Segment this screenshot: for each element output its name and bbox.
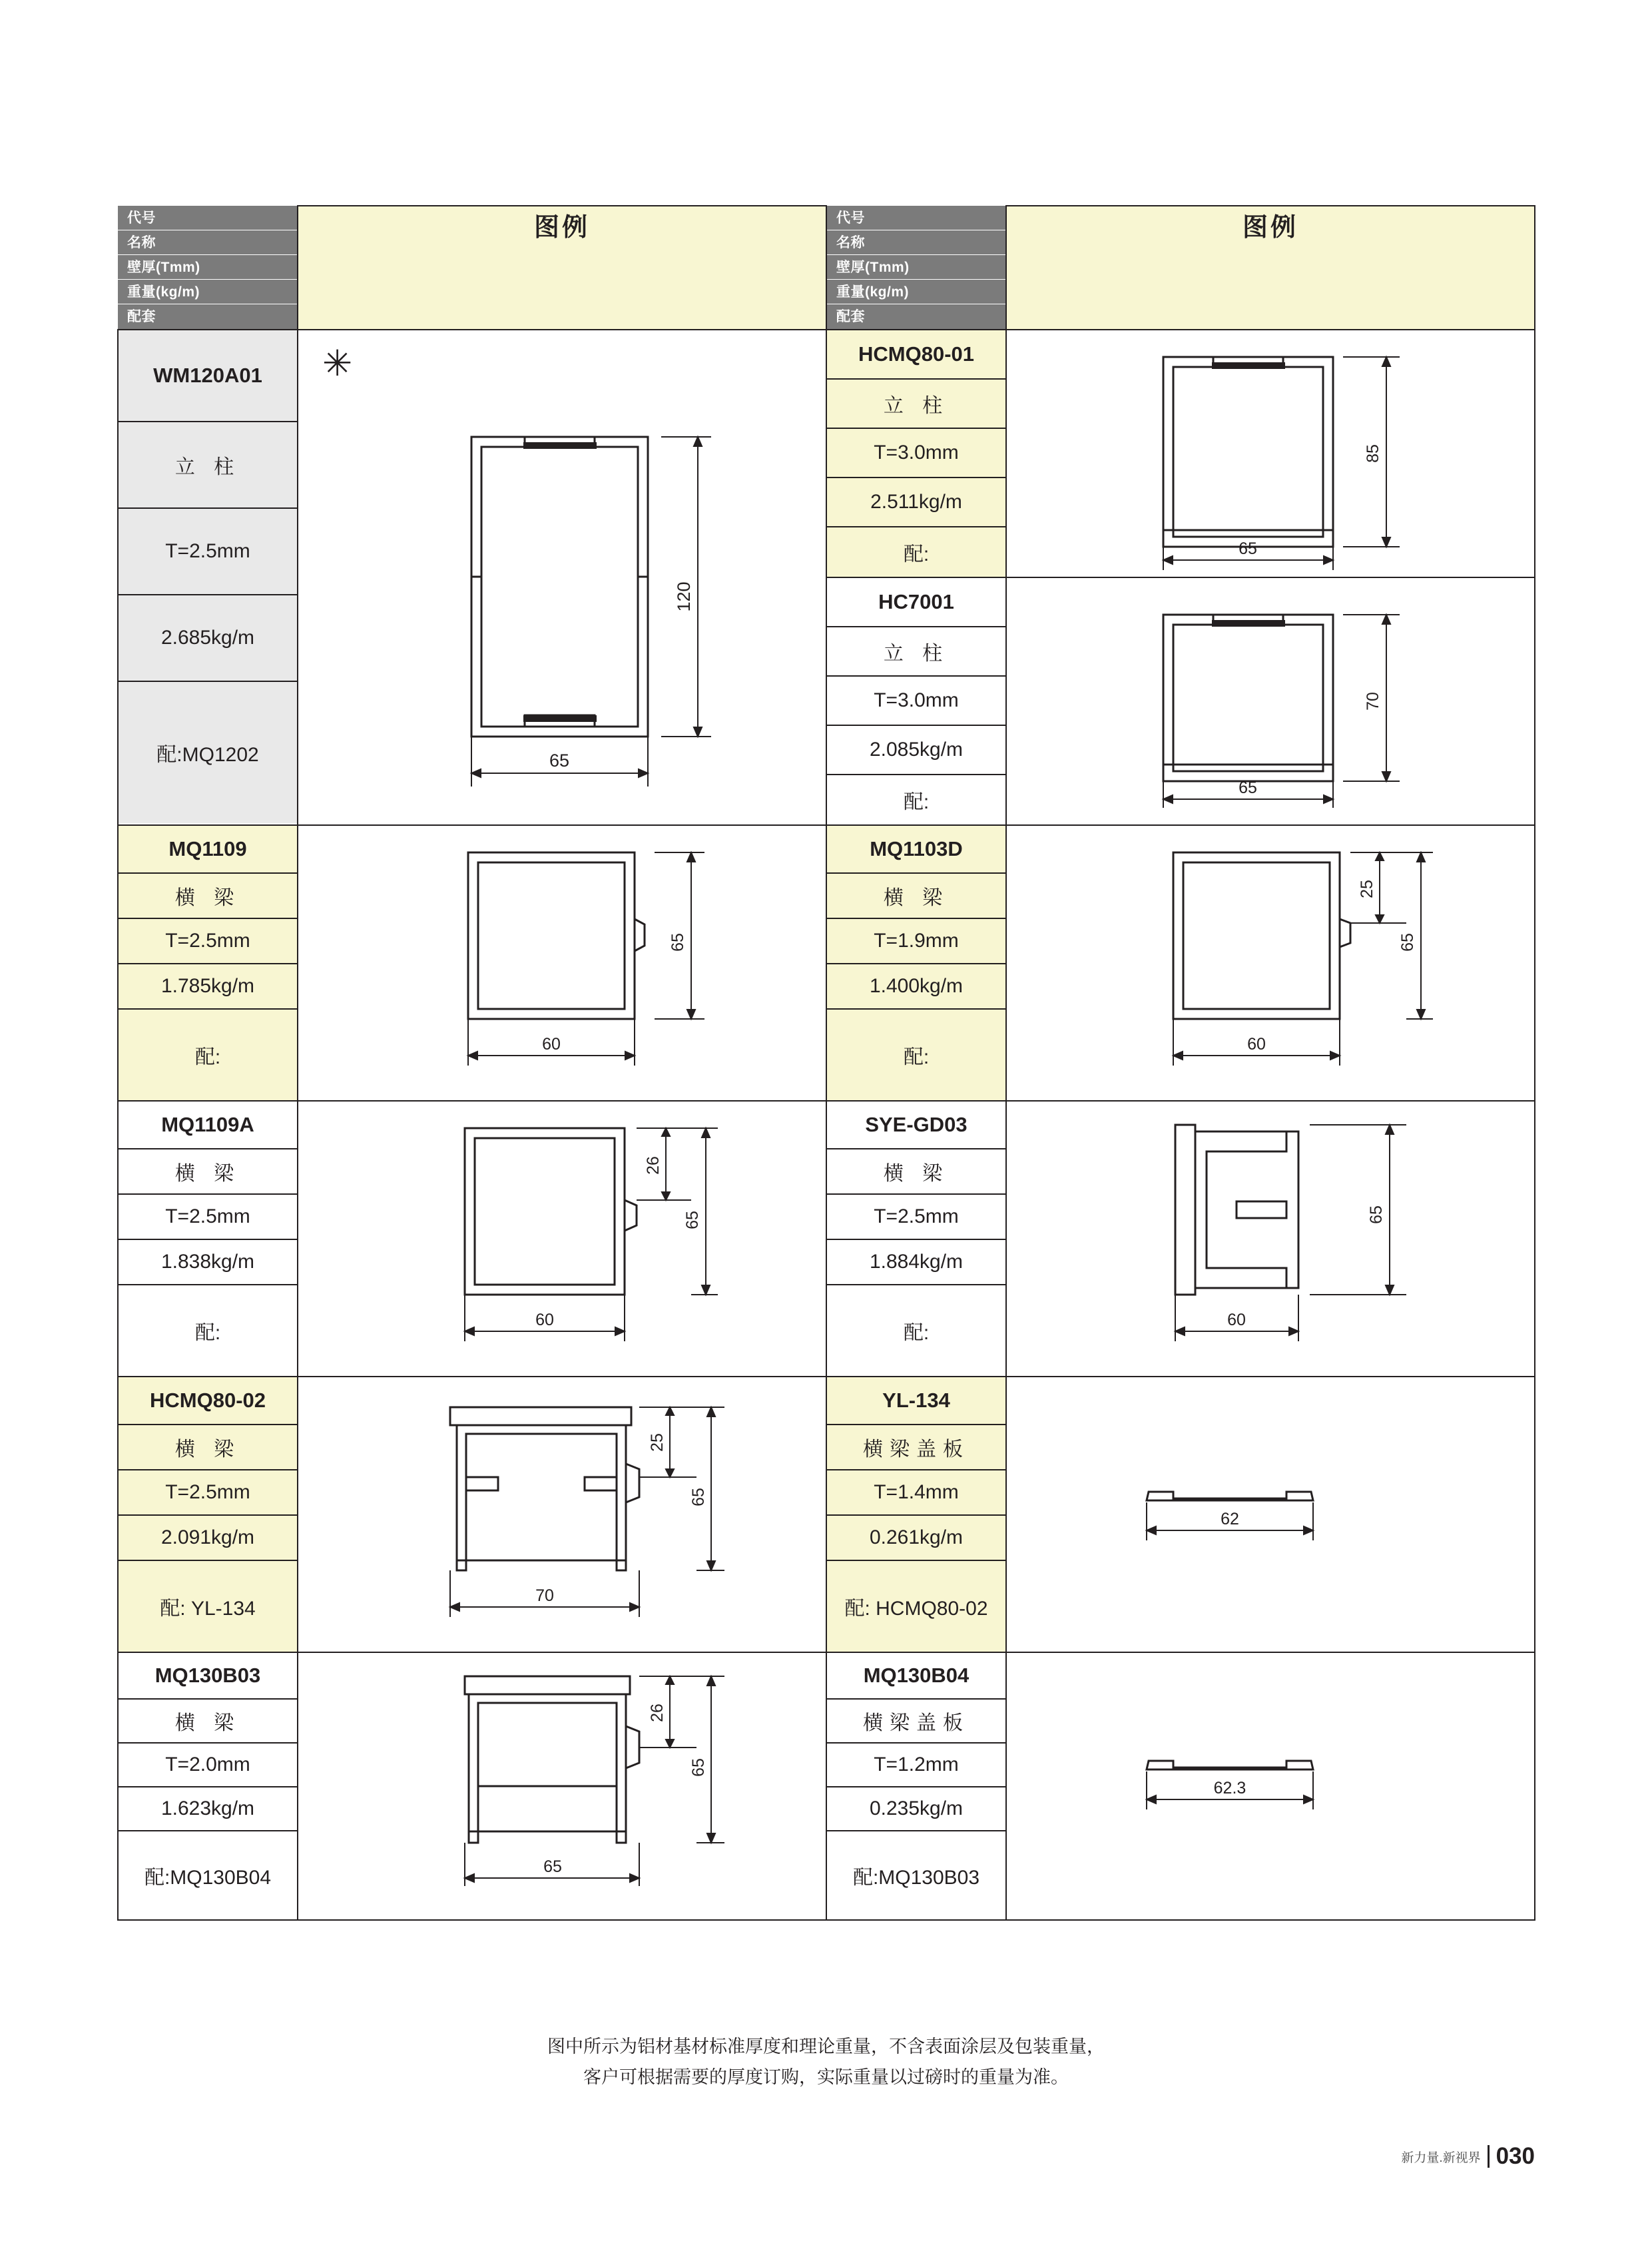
product-name: 横 梁 — [119, 874, 297, 919]
product-name: 横 梁 — [827, 1149, 1005, 1195]
figure-mq130b04 — [1006, 1652, 1535, 1920]
dimension-height: 120 — [674, 581, 694, 612]
dimension-width: 60 — [1247, 1035, 1266, 1054]
product-cell-sye-gd03 — [826, 1101, 1006, 1377]
product-code: HCMQ80-02 — [119, 1377, 297, 1425]
dimension-height: 85 — [1364, 444, 1382, 463]
product-pair: 配:MQ130B03 — [827, 1831, 1005, 1919]
dimension-height: 65 — [689, 1488, 708, 1506]
figure-hcmq80-01 — [1006, 330, 1535, 577]
product-pair: 配: — [827, 775, 1005, 824]
table-row — [118, 1101, 1535, 1377]
profile-catalog-table — [117, 205, 1535, 1921]
figure-mq1109 — [298, 825, 826, 1101]
table-header-row — [118, 206, 1535, 330]
dimension-width: 62 — [1221, 1510, 1239, 1528]
table-row — [118, 1652, 1535, 1920]
dimension-height: 70 — [1364, 692, 1382, 711]
product-cell-mq1109a — [118, 1101, 298, 1377]
figure-mq1109a — [298, 1101, 826, 1377]
header-label-pair: 配套 — [118, 304, 297, 329]
product-pair: 配:MQ1202 — [119, 682, 297, 823]
header-label-thickness-2: 壁厚(Tmm) — [827, 255, 1005, 280]
product-pair: 配: — [119, 1285, 297, 1376]
figure-mq1103d — [1006, 825, 1535, 1101]
product-cell-wm120a01 — [118, 330, 298, 825]
product-code: WM120A01 — [119, 330, 297, 422]
product-code: SYE-GD03 — [827, 1102, 1005, 1149]
dimension-width: 70 — [535, 1586, 554, 1605]
product-cell-mq130b03 — [118, 1652, 298, 1920]
product-weight: 0.235kg/m — [827, 1787, 1005, 1831]
product-thickness: T=2.5mm — [119, 509, 297, 595]
product-code: MQ1103D — [827, 826, 1005, 874]
table-row — [118, 330, 1535, 577]
footnote-line-1: 图中所示为铝材基材标准厚度和理论重量，不含表面涂层及包装重量， — [547, 2037, 1105, 2057]
figure-hc7001 — [1006, 577, 1535, 825]
dimension-width: 60 — [542, 1035, 561, 1054]
dimension-width: 60 — [535, 1311, 554, 1329]
product-name: 立 柱 — [827, 627, 1005, 677]
dimension-width: 60 — [1227, 1311, 1246, 1329]
product-weight: 2.685kg/m — [119, 595, 297, 682]
header-figure-right: 图例 — [1006, 206, 1535, 330]
product-pair: 配: — [827, 1010, 1005, 1100]
header-label-code: 代号 — [118, 206, 297, 230]
dimension-width: 62.3 — [1213, 1779, 1246, 1797]
product-code: MQ130B04 — [827, 1653, 1005, 1700]
asterisk-marker: ✳ — [322, 342, 353, 384]
header-label-thickness: 壁厚(Tmm) — [118, 255, 297, 280]
product-cell-hcmq80-02 — [118, 1377, 298, 1652]
product-code: MQ130B03 — [119, 1653, 297, 1700]
product-code: MQ1109A — [119, 1102, 297, 1149]
header-label-weight: 重量(kg/m) — [118, 280, 297, 304]
brand-slogan: 新力量.新视界 — [1401, 2150, 1481, 2165]
product-thickness: T=1.4mm — [827, 1470, 1005, 1516]
dimension-height: 65 — [1398, 933, 1417, 952]
product-weight: 1.785kg/m — [119, 964, 297, 1010]
dimension-sub-height: 25 — [648, 1433, 667, 1452]
page-number: 030 — [1496, 2143, 1535, 2169]
dimension-sub-height: 26 — [648, 1704, 667, 1722]
product-pair: 配: HCMQ80-02 — [827, 1561, 1005, 1652]
product-name: 立 柱 — [119, 422, 297, 509]
product-weight: 0.261kg/m — [827, 1516, 1005, 1561]
dimension-height: 65 — [683, 1211, 702, 1229]
dimension-sub-height: 26 — [644, 1156, 663, 1175]
header-label-name-2: 名称 — [827, 230, 1005, 255]
product-pair: 配: — [119, 1010, 297, 1100]
product-weight: 2.511kg/m — [827, 478, 1005, 527]
product-name: 横 梁 — [119, 1700, 297, 1744]
product-thickness: T=2.0mm — [119, 1744, 297, 1787]
product-name: 横 梁 — [827, 874, 1005, 919]
product-cell-hcmq80-01 — [826, 330, 1006, 577]
dimension-sub-height: 25 — [1358, 880, 1376, 898]
header-label-weight-2: 重量(kg/m) — [827, 280, 1005, 304]
page-footer — [1401, 2143, 1535, 2170]
product-name: 横梁盖板 — [827, 1700, 1005, 1744]
figure-mq130b03 — [298, 1652, 826, 1920]
product-cell-mq1103d — [826, 825, 1006, 1101]
table-row — [118, 1377, 1535, 1652]
dimension-height: 65 — [1367, 1205, 1386, 1224]
figure-yl-134 — [1006, 1377, 1535, 1652]
footer-divider — [1488, 2145, 1490, 2168]
product-thickness: T=2.5mm — [827, 1195, 1005, 1240]
product-thickness: T=3.0mm — [827, 677, 1005, 726]
figure-sye-gd03 — [1006, 1101, 1535, 1377]
product-cell-mq130b04 — [826, 1652, 1006, 1920]
product-thickness: T=2.5mm — [119, 919, 297, 964]
product-code: YL-134 — [827, 1377, 1005, 1425]
product-cell-yl-134 — [826, 1377, 1006, 1652]
footnote — [0, 2031, 1652, 2092]
product-name: 横 梁 — [119, 1149, 297, 1195]
dimension-width: 65 — [1239, 539, 1257, 558]
product-thickness: T=1.2mm — [827, 1744, 1005, 1787]
table-row — [118, 825, 1535, 1101]
product-code: HCMQ80-01 — [827, 330, 1005, 380]
product-name: 横 梁 — [119, 1425, 297, 1470]
dimension-width: 65 — [549, 751, 570, 771]
product-cell-hc7001 — [826, 577, 1006, 825]
dimension-height: 65 — [689, 1758, 708, 1777]
product-weight: 1.623kg/m — [119, 1787, 297, 1831]
header-labels-right — [826, 206, 1006, 330]
dimension-width: 65 — [1239, 779, 1257, 797]
product-weight: 2.091kg/m — [119, 1516, 297, 1561]
product-thickness: T=2.5mm — [119, 1195, 297, 1240]
product-weight: 1.838kg/m — [119, 1240, 297, 1285]
figure-wm120a01 — [298, 330, 826, 825]
product-name: 横梁盖板 — [827, 1425, 1005, 1470]
header-label-code-2: 代号 — [827, 206, 1005, 230]
header-figure-left: 图例 — [298, 206, 826, 330]
product-thickness: T=3.0mm — [827, 429, 1005, 478]
product-weight: 1.884kg/m — [827, 1240, 1005, 1285]
product-pair: 配:MQ130B04 — [119, 1831, 297, 1919]
header-label-pair-2: 配套 — [827, 304, 1005, 329]
product-name: 立 柱 — [827, 380, 1005, 429]
product-code: HC7001 — [827, 578, 1005, 627]
footnote-line-2: 客户可根据需要的厚度订购，实际重量以过磅时的重量为准。 — [583, 2067, 1069, 2087]
product-pair: 配: YL-134 — [119, 1561, 297, 1652]
product-thickness: T=2.5mm — [119, 1470, 297, 1516]
header-label-name: 名称 — [118, 230, 297, 255]
product-cell-mq1109 — [118, 825, 298, 1101]
product-thickness: T=1.9mm — [827, 919, 1005, 964]
figure-hcmq80-02 — [298, 1377, 826, 1652]
dimension-width: 65 — [543, 1857, 562, 1876]
product-code: MQ1109 — [119, 826, 297, 874]
product-pair: 配: — [827, 1285, 1005, 1376]
header-labels-left — [118, 206, 298, 330]
dimension-height: 65 — [669, 933, 687, 952]
product-weight: 2.085kg/m — [827, 726, 1005, 775]
product-pair: 配: — [827, 527, 1005, 577]
product-weight: 1.400kg/m — [827, 964, 1005, 1010]
